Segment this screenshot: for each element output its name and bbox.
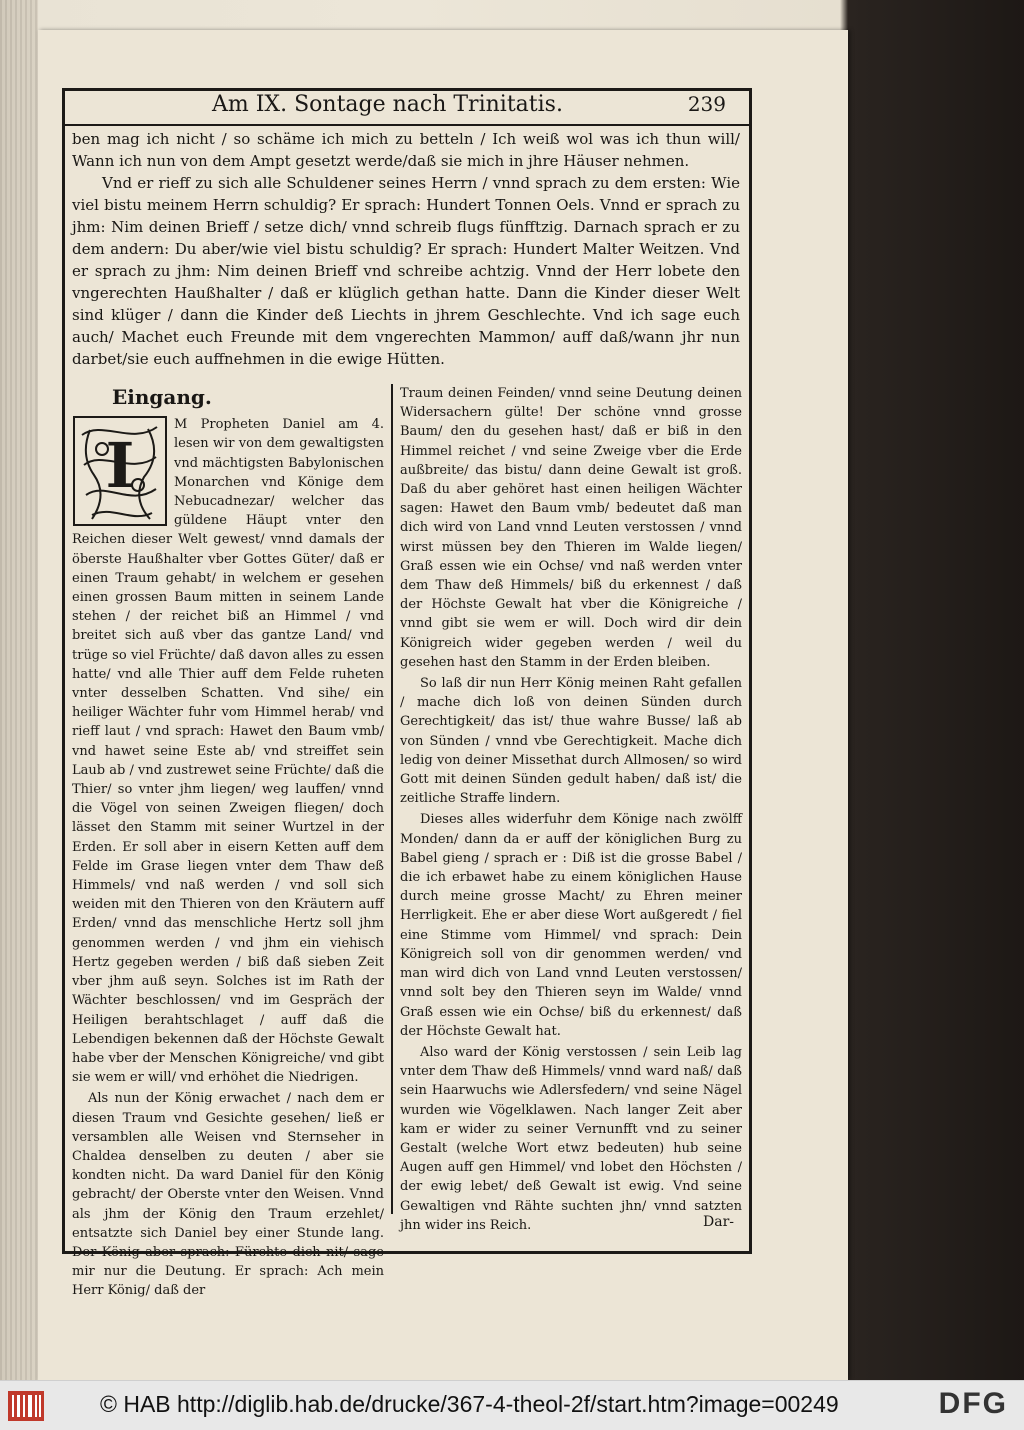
ornament-initial-icon: [72, 415, 168, 527]
barcode-icon: [8, 1391, 44, 1421]
catchword: Dar-: [703, 1214, 734, 1230]
initial-letter: I: [105, 429, 135, 503]
body-paragraph: Traum deinen Feinden/ vnnd seine Deutung deinen Widersachern gülte! Der schöne vnnd grosse Baum/ den du gesehen hast/ daß er biß in den Himmel reichet / vnd seine Zweige vber die Erde außbreite/ das bistu/ dann deine Gewalt ist groß. Daß du aber gehöret hast einen heiligen Wächter sagen: Hawet den Baum vmb/ bedeutet daß man dich wird von Land vnnd Leuten verstossen / vnnd wirst müssen bey den Thieren im Walde liegen/ Graß essen wie ein Ochse/ vnd naß werden vnter dem Thaw deß Himmels/ biß du erkennest / daß der Höchste Gewalt hat vber die Königreiche / vnnd gibt sie wem er will. Doch wird dir dein Königreich wider gegeben werden / weil du gesehen hast den Stamm in der Erden bleiben.: [400, 386, 742, 670]
header-rule: [62, 124, 752, 126]
left-column: [72, 384, 384, 1303]
gospel-text: [72, 128, 740, 370]
body-paragraph: M Propheten Daniel am 4. lesen wir von dem gewaltigsten vnd mächtigsten Babylonischen Monarchen vnd Könige dem Nebucadnezar/ welcher das güldene Häupt vnter den Reichen dieser Welt gewest/ vnnd damals der öberste Haußhalter vber Gottes Güter/ daß er einen Traum gehabt/ in welchem er gesehen einen grossen Baum mitten in seinem Lande stehen / der reichet biß an Himmel / vnd breitet sich auß vber das gantze Land/ vnd trüge so viel Früchte/ daß davon alles zu essen hatte/ vnd alle Thier auff dem Felde ruheten vnter desselben Schatten. Vnd sihe/ ein heiliger Wächter fuhr vom Himmel herab/ vnd rieff laut / vnd sprach: Hawet den Baum vmb/ vnd hawet seine Este ab/ vnd streiffet sein Laub ab / vnd zustrewet seine Früchte/ daß die Thier/ so vnter jhm liegen/ weg lauffen/ vnnd die Vögel von seinen Zweigen fliegen/ doch lässet den Stamm mit seiner Wurtzel in der Erden. Er soll aber in eisern Ketten auff dem Felde im Grase liegen vnter dem Thaw deß Himmels/ vnd naß werden / vnd soll sich weiden mit den Thieren von den Kräutern auff Erden/ vnnd das menschliche Hertz soll jhm genommen werden / vnd jhm ein viehisch Hertz gegeben werden / biß daß sieben Zeit vber jhm auß seyn. Solches ist im Rath der Wächter beschlossen/ vnd im Gespräch der Heiligen berahtschlaget / auff daß die Lebendigen bekennen daß der Höchste Gewalt habe vber der Menschen Königreiche/ vnd gibt sie wem er will/ vnd erhöhet die Niedrigen.: [72, 417, 384, 1086]
dfg-logo: DFG: [938, 1387, 1008, 1420]
decorated-initial: [72, 415, 168, 527]
right-column: [400, 384, 742, 1237]
running-header: [62, 90, 752, 122]
page-number: 239: [687, 92, 726, 116]
gospel-paragraph: Vnd er rieff zu sich alle Schuldener seines Herrn / vnnd sprach zu dem ersten: Wie viel bistu meinem Herrn schuldig? Er sprach: Hundert Tonnen Oels. Vnnd er sprach zu jhm: Nim deinen Brieff / setze dich/ vnnd schreib flugs fünfftzig. Darnach sprach er zu dem andern: Du aber/wie viel bistu schuldig? Er sprach: Hundert Malter Weitzen. Vnd er sprach zu jhm: Nim deinen Brieff vnd schreibe achtzig. Vnnd der Herr lobete den vngerechten Haußhalter / daß er klüglich gethan hatte. Dann die Kinder dieser Welt sind klüger / dann die Kinder deß Liechts in jhrem Geschlechte. Vnd ich sage euch auch/ Machet euch Freunde mit dem vngerechten Mammon/ auff daß/wann jhr nun darbet/sie euch auffnehmen in die ewige Hütten.: [72, 174, 740, 368]
header-title: Am IX. Sontage nach Trinitatis.: [212, 92, 563, 117]
column-divider: [391, 384, 393, 1214]
body-paragraph: So laß dir nun Herr König meinen Raht gefallen / mache dich loß von deinen Sünden durch Gerechtigkeit/ das ist/ thue wahre Busse/ laß ab von Sünden / vnnd vbe Gerechtigkeit. Mache dich ledig von deiner Missethat durch Allmosen/ so wird Gott mit deinen Sünden gedult haben/ daß ist/ die zeitliche Straffe lindern.: [400, 676, 742, 807]
body-paragraph: Dieses alles widerfuhr dem Könige nach zwölff Monden/ dann da er auff der königlichen Burg zu Babel gieng / sprach er : Diß ist die grosse Babel / die ich erbawet habe zu einem königlichen Hause durch meine grosse Macht/ zu Ehren meiner Herrligkeit. Ehe er aber diese Wort außgeredt / fiel eine Stimme vom Himmel/ vnd sprach: Dein Königreich soll von dir genommen werden/ vnd man wird dich von Land vnnd Leuten verstossen/ vnnd solt bey den Thieren seyn im Walde/ vnnd Graß essen wie ein Ochse/ biß du erkennest/ daß der Höchste Gewalt hat.: [400, 812, 742, 1039]
footer-bar: [0, 1380, 1024, 1430]
book-edge: [0, 0, 38, 1380]
body-paragraph: Als nun der König erwachet / nach dem er diesen Traum vnd Gesichte gesehen/ ließ er versamblen alle Weisen vnd Sternseher in Chaldea denselben zu deuten / aber sie kondten nicht. Da ward Daniel für den König gebracht/ der Oberste vnter den Weisen. Vnnd als jhm der König den Traum erzehlet/ entsatzte sich Daniel bey einer Stunde lang. Der König aber sprach: Fürchte dich nit/ sage mir nur die Deutung. Er sprach: Ach mein Herr König/ daß der: [72, 1091, 384, 1299]
source-link[interactable]: © HAB http://diglib.hab.de/drucke/367-4-theol-2f/start.htm?image=00249: [100, 1391, 839, 1417]
body-paragraph: Also ward der König verstossen / sein Leib lag vnter dem Thaw deß Himmels/ vnnd ward naß/ daß sein Haarwuchs wie Adlersfedern/ vnd seine Nägel wurden wie Vögelklawen. Nach langer Zeit aber kam er wider zu seiner Vernunfft vnd zu seiner Gestalt (welche Wort etwz bedeuten) hub seine Augen auff gen Himmel/ vnd lobet den Höchsten / der ewig lebet/ deß Gewalt ist ewig. Vnd seine Gewaltigen vnd Rähte suchten jhn/ vnnd satzten jhn wider ins Reich.: [400, 1044, 742, 1233]
gospel-paragraph: ben mag ich nicht / so schäme ich mich zu betteln / Ich weiß wol was ich thun will/ Wann ich nun von dem Ampt gesetzt werde/daß sie mich in jhre Häuser nehmen.: [72, 130, 740, 170]
section-heading: Eingang.: [112, 385, 212, 409]
